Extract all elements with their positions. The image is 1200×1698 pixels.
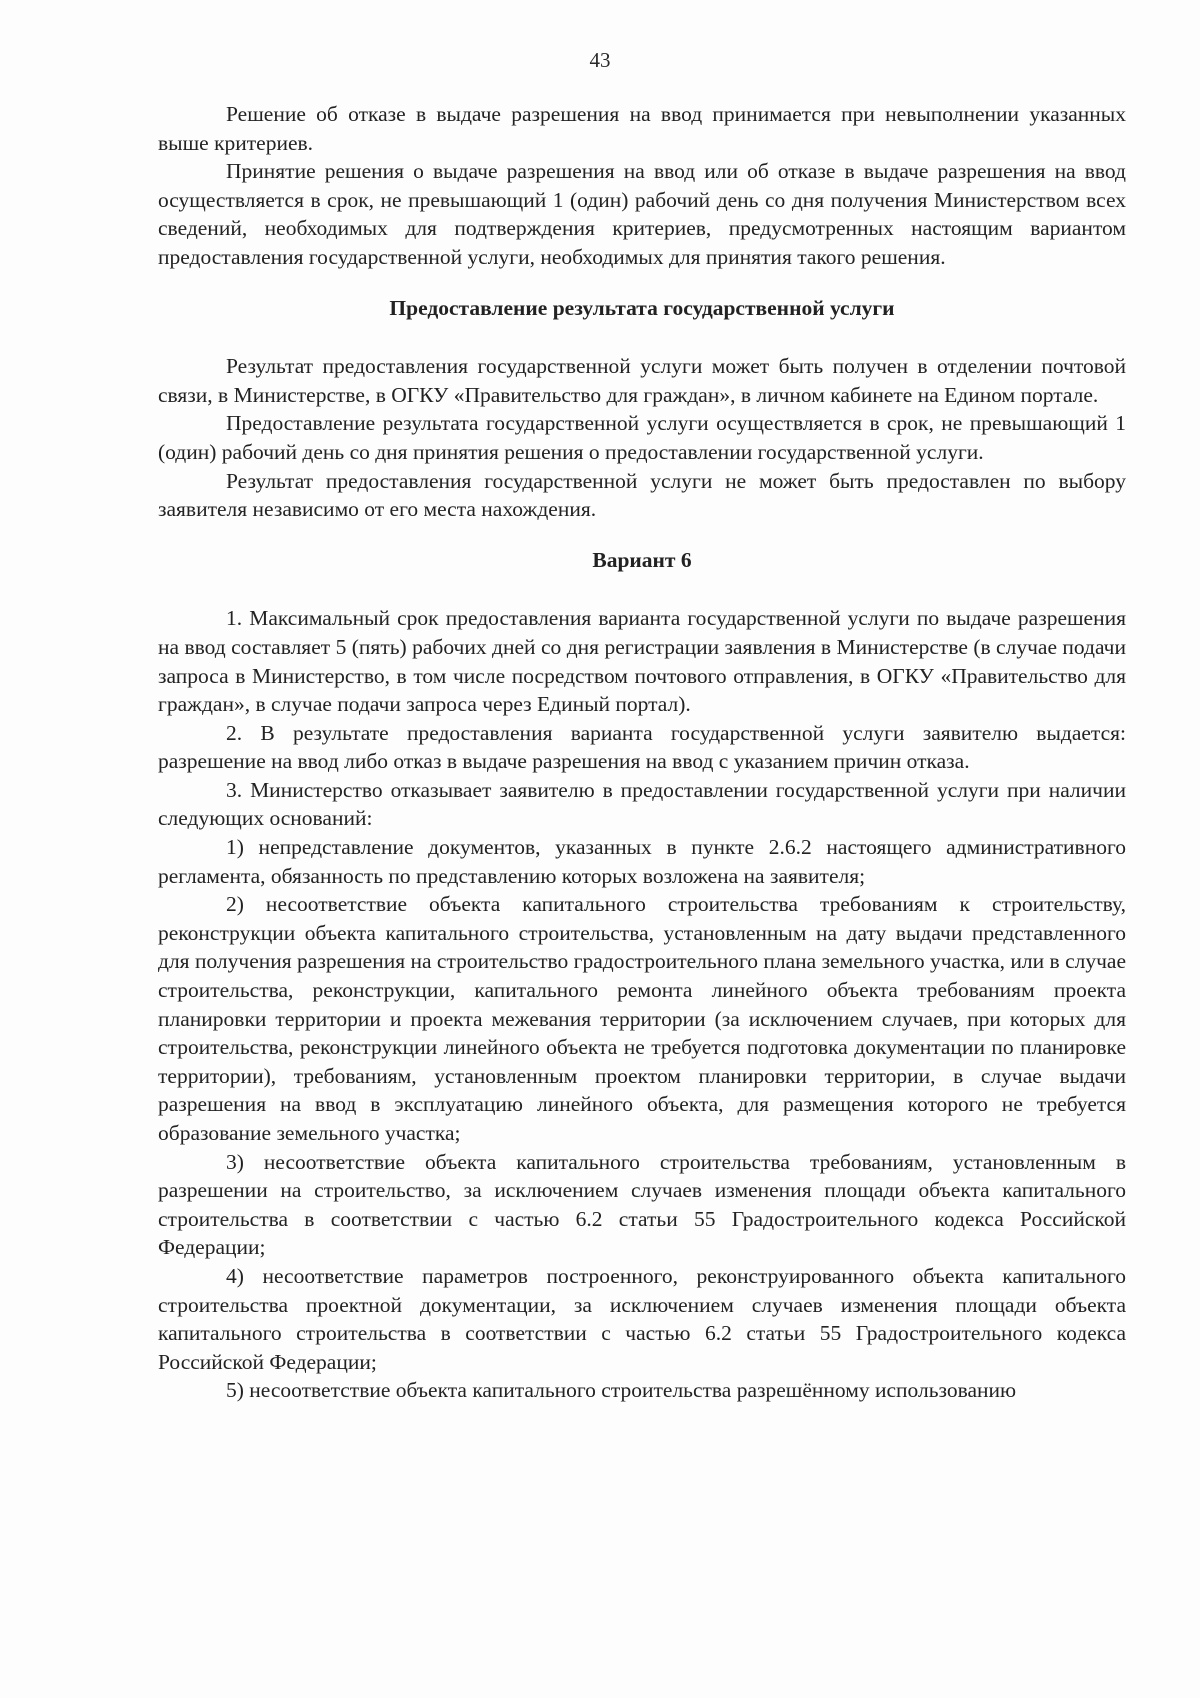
paragraph: Предоставление результата государственной услуги осуществляется в срок, не превышающий 1 (один) рабочий день со дня принятия решения о предоставлении государственной услуги.: [158, 411, 1126, 464]
numbered-paragraph: 2. В результате предоставления варианта государственной услуги заявителю выдается: разрешение на ввод либо отказ в выдаче разрешения на ввод с указанием причин отказа.: [158, 720, 1126, 774]
list-item: 1) непредставление документов, указанных в пункте 2.6.2 настоящего административного регламента, обязанность по представлению которых возложена на заявителя;: [158, 835, 1126, 888]
list-item: 3) несоответствие объекта капитального строительства требованиям, установленным в разрешении на строительство, за исключением случаев изменения площади объекта капитального строительства в соответствии с частью 6.2 статьи 55 Градостроительного кодекса Российской Федерации;: [158, 1149, 1126, 1260]
list-item: 5) несоответствие объекта капитального строительства разрешённому использованию: [226, 1378, 1017, 1403]
paragraph: Результат предоставления государственной услуги может быть получен в отделении почтовой связи, в Министерстве, в ОГКУ «Правительство для граждан», в личном кабинете на Едином портале.: [158, 354, 1126, 407]
numbered-paragraph: 1. Максимальный срок предоставления варианта государственной услуги по выдаче разрешения на ввод составляет 5 (пять) рабочих дней со дня регистрации заявления в Министерстве (в случае подачи запроса в Министерство, в том числе посредством почтового отправления, в ОГКУ «Правительство для граждан», в случае подачи запроса через Единый портал).: [158, 606, 1126, 717]
list-item: 4) несоответствие параметров построенного, реконструированного объекта капитального строительства проектной документации, за исключением случаев изменения площади объекта капитального строительства в соответствии с частью 6.2 статьи 55 Градостроительного кодекса Российской Федерации;: [158, 1263, 1126, 1374]
paragraph: Решение об отказе в выдаче разрешения на ввод принимается при невыполнении указанных выше критериев.: [158, 102, 1126, 155]
section-heading: Вариант 6: [592, 547, 692, 572]
section-heading: Предоставление результата государственной услуги: [389, 295, 895, 320]
list-item: 2) несоответствие объекта капитального строительства требованиям к строительству, реконструкции объекта капитального строительства, установленным на дату выдачи представленного для получения разрешения на строительство градостроительного плана земельного участка, или в случае строительства, реконструкции, капитального ремонта линейного объекта требованиям проекта планировки территории и проекта межевания территории (за исключением случаев, при которых для строительства, реконструкции линейного объекта не требуется подготовка документации по планировке территории), требованиям, установленным проектом планировки территории, в случае выдачи разрешения на ввод в эксплуатацию линейного объекта, для размещения которого не требуется образование земельного участка;: [158, 892, 1126, 1145]
page-number: 43: [589, 48, 611, 72]
paragraph: Принятие решения о выдаче разрешения на ввод или об отказе в выдаче разрешения на ввод осуществляется в срок, не превышающий 1 (один) рабочий день со дня получения Министерством всех сведений, необходимых для подтверждения критериев, предусмотренных настоящим вариантом предоставления государственной услуги, необходимых для принятия такого решения.: [158, 159, 1126, 269]
document-body: [158, 100, 1126, 1405]
paragraph: Результат предоставления государственной услуги не может быть предоставлен по выбору заявителя независимо от его места нахождения.: [158, 468, 1126, 522]
numbered-paragraph: 3. Министерство отказывает заявителю в предоставлении государственной услуги при наличии следующих оснований:: [158, 777, 1126, 831]
